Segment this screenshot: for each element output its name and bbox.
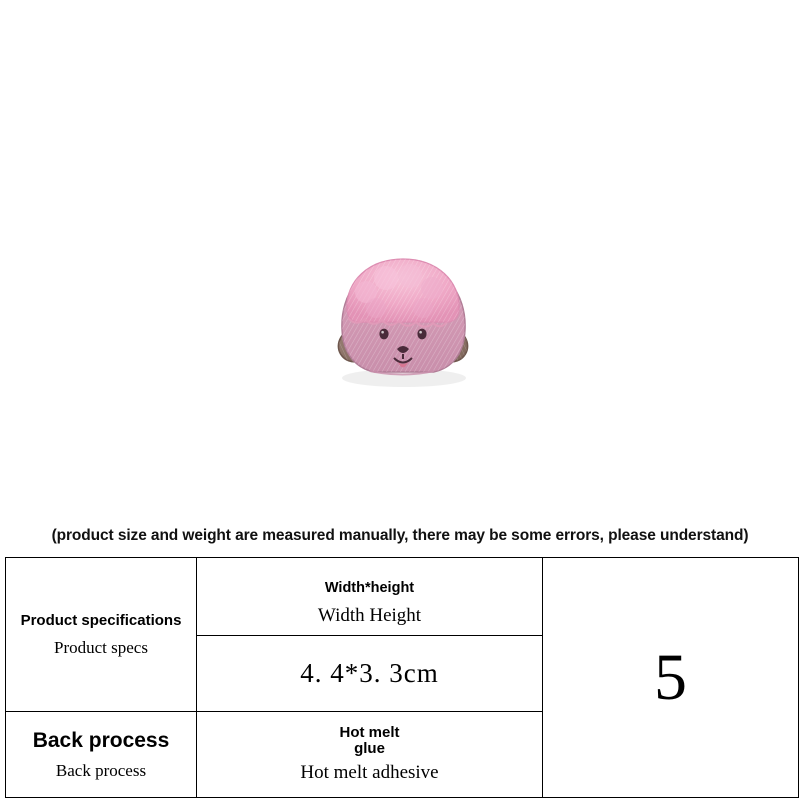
backprocess-value-cell <box>197 712 543 798</box>
size-dimensions: 4. 4*3. 3cm <box>300 657 439 688</box>
product-patch-image <box>318 250 488 395</box>
backprocess-label-primary: Back process <box>32 728 170 752</box>
quantity-value: 5 <box>654 640 687 714</box>
left-eye <box>379 329 388 340</box>
glue-label-full: Hot melt adhesive <box>300 762 439 784</box>
product-spec-table <box>5 557 799 798</box>
right-eye <box>417 329 426 340</box>
quantity-cell <box>543 558 799 798</box>
size-header-secondary: Width Height <box>197 605 542 636</box>
glue-label-line1: Hot melt <box>339 723 400 741</box>
spec-label-primary: Product specifications <box>20 611 182 629</box>
size-header-primary: Width*height <box>324 580 415 597</box>
spec-label-secondary: Product specs <box>54 637 148 657</box>
spec-label-cell <box>6 558 197 712</box>
backprocess-label-cell <box>6 712 197 798</box>
backprocess-label-secondary: Back process <box>55 760 147 780</box>
poodle-patch-illustration <box>318 250 488 395</box>
table-row <box>6 558 799 712</box>
spec-value-cell <box>197 558 543 712</box>
measurement-disclaimer: (product size and weight are measured manually, there may be some errors, please understand) <box>51 527 749 544</box>
glue-label-line2: glue <box>354 739 385 757</box>
